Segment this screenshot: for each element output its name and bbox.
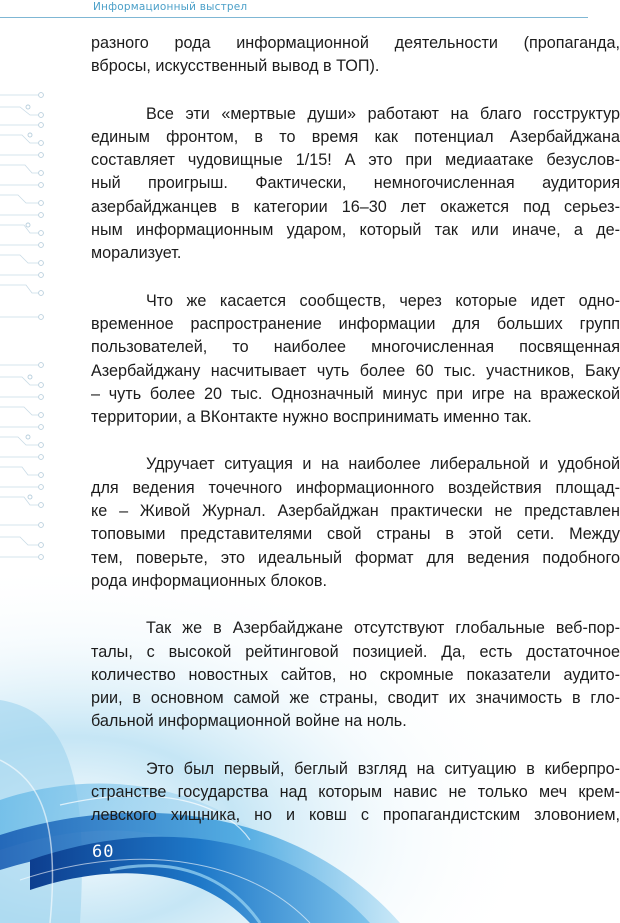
text-line: талы, с высокой рейтинговой позицией. Да, есть достаточное (91, 642, 620, 661)
text-line: левского хищника, но и ковш с пропагандистским зловонием, (91, 806, 620, 825)
paragraph-2 (91, 103, 620, 266)
text-line: рода информационных блоков. (91, 571, 327, 590)
paragraph-6 (91, 758, 620, 828)
running-header (0, 0, 588, 18)
text-line: количество новостных сайтов, но скромные показатели аудито- (91, 665, 620, 684)
paragraph-5 (91, 617, 620, 733)
text-line: вбросы, искусственный вывод в ТОП). (91, 57, 380, 76)
text-line: Так же в Азербайджане отсутствуют глобальные веб-пор- (146, 619, 620, 638)
text-line: Что же касается сообществ, через которые идет одно- (146, 291, 620, 310)
text-line: ный проигрыш. Фактически, немногочисленная аудитория (91, 174, 620, 193)
text-line: морализует. (91, 244, 182, 263)
text-line: ке – Живой Журнал. Азербайджан практически не представлен (91, 502, 620, 521)
text-line: единым фронтом, в то время как потенциал Азербайджана (91, 127, 620, 146)
text-line: ным информационным ударом, который так или иначе, а де- (91, 221, 620, 240)
text-line: азербайджанцев в категории 16–30 лет окажется под серьез- (91, 197, 620, 216)
text-line: рии, в основном самой же страны, сводит их значимость в гло- (91, 689, 620, 708)
text-line: Азербайджану насчитывает чуть более 60 тыс. участников, Баку (91, 361, 620, 380)
article-body (91, 32, 620, 912)
header-title: Информационный выстрел (93, 1, 248, 13)
paragraph-4 (91, 453, 620, 593)
paragraph-1 (91, 32, 620, 79)
text-line: бальной информационной войне на ноль. (91, 712, 407, 731)
text-line: – чуть более 20 тыс. Однозначный минус при игре на вражеской (91, 384, 620, 403)
text-line: странстве государства над которым навис не только меч крем- (91, 783, 620, 802)
text-line: для ведения точечного информационного воздействия площад- (91, 478, 620, 497)
text-line: Все эти «мертвые души» работают на благо госструктур (146, 104, 620, 123)
text-line: временное распространение информации для больших групп (91, 314, 620, 333)
text-line: составляет чудовищные 1/15! А это при медиаатаке безуслов- (91, 151, 620, 170)
text-line: Это был первый, беглый взгляд на ситуацию в киберпро- (146, 759, 620, 778)
paragraph-3 (91, 290, 620, 430)
text-line: тем, поверьте, это идеальный формат для ведения подобного (91, 548, 620, 567)
text-line: территории, а ВКонтакте нужно воспринимать именно так. (91, 408, 532, 427)
page-number: 60 (92, 842, 115, 862)
circuit-decoration (0, 85, 60, 575)
text-line: топовыми представителями свой страны в этой сети. Между (91, 525, 620, 544)
text-line: Удручает ситуация и на наиболее либеральной и удобной (146, 455, 620, 474)
text-line: пользователей, то наиболее многочисленная посвященная (91, 338, 620, 357)
text-line: разного рода информационной деятельности (пропаганда, (91, 34, 620, 52)
